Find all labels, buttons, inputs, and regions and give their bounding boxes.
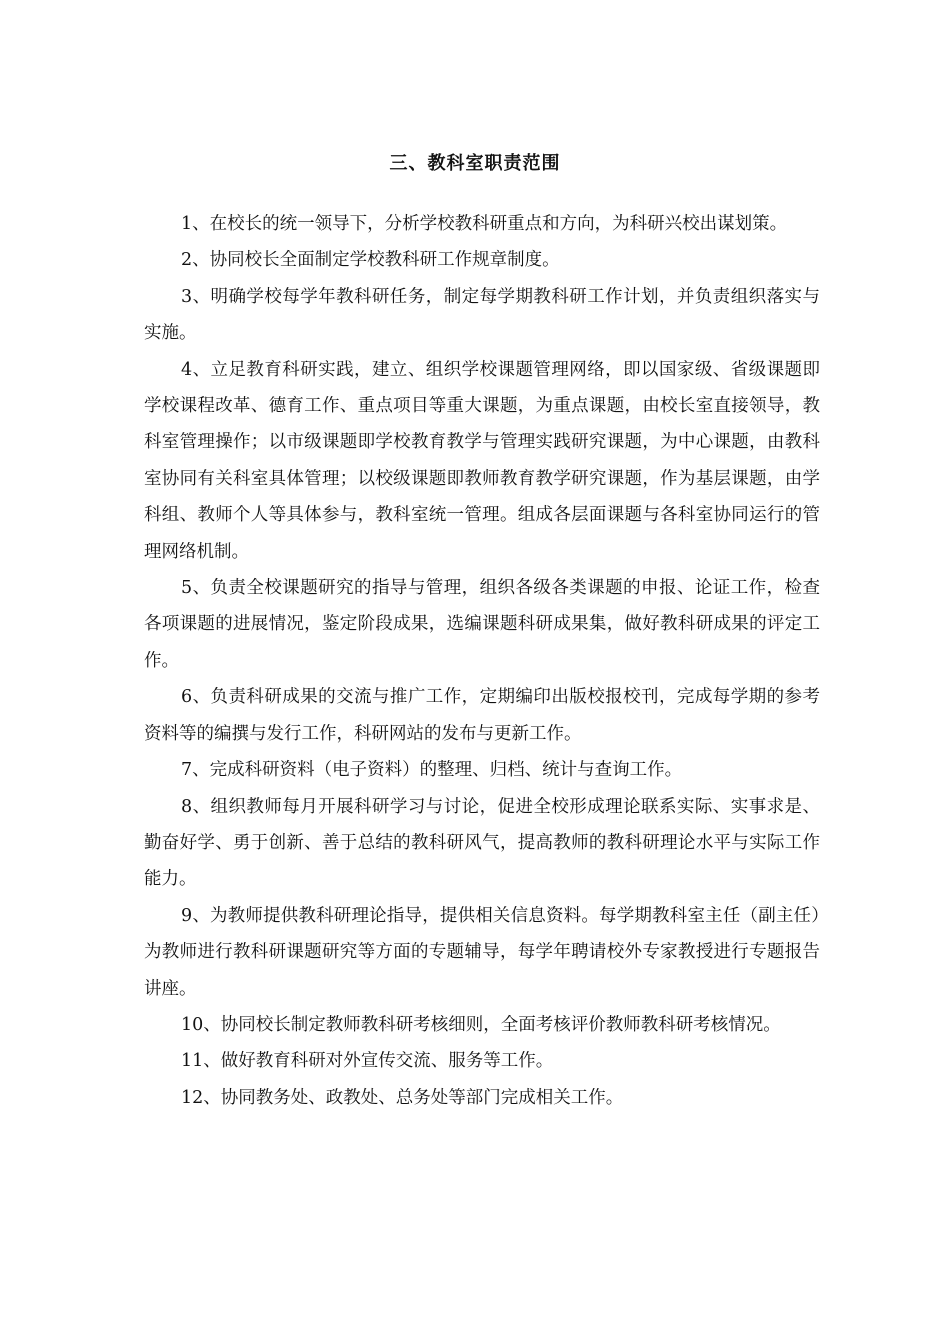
paragraph-1: 1、在校长的统一领导下，分析学校教科研重点和方向，为科研兴校出谋划策。 <box>181 214 788 234</box>
paragraph-10: 10、协同校长制定教师教科研考核细则，全面考核评价教师教科研考核情况。 <box>181 1014 781 1035</box>
paragraph-12: 12、协同教务处、政教处、总务处等部门完成相关工作。 <box>181 1087 624 1108</box>
document-title: 三、教科室职责范围 <box>389 153 561 174</box>
paragraph-5: 5、负责全校课题研究的指导与管理，组织各级各类课题的申报、论证工作，检查各项课题的进展情况，鉴定阶段成果，选编课题科研成果集，做好教科研成果的评定工作。 <box>144 578 820 671</box>
paragraph-4: 4、立足教育科研实践，建立、组织学校课题管理网络，即以国家级、省级课题即学校课程改革、德育工作、重点项目等重大课题，为重点课题，由校长室直接领导，教科室管理操作；以市级课题即学校教育教学与管理实践研究课题，为中心课题，由教科室协同有关科室具体管理；以校级课题即教师教育教学研究课题，作为基层课题，由学科组、教师个人等具体参与，教科室统一管理。组成各层面课题与各科室协同运行的管理网络机制。 <box>144 359 820 562</box>
paragraph-9: 9、为教师提供教科研理论指导，提供相关信息资料。每学期教科室主任（副主任）为教师进行教科研课题研究等方面的专题辅导，每学年聘请校外专家教授进行专题报告讲座。 <box>144 905 820 999</box>
paragraph-11: 11、做好教育科研对外宣传交流、服务等工作。 <box>181 1051 554 1072</box>
paragraph-3: 3、明确学校每学年教科研任务，制定每学期教科研工作计划，并负责组织落实与实施。 <box>144 286 820 344</box>
paragraph-8: 8、组织教师每月开展科研学习与讨论，促进全校形成理论联系实际、实事求是、勤奋好学、勇于创新、善于总结的教科研风气，提高教师的教科研理论水平与实际工作能力。 <box>144 796 820 890</box>
paragraph-2: 2、协同校长全面制定学校教科研工作规章制度。 <box>181 250 560 271</box>
paragraph-7: 7、完成科研资料（电子资料）的整理、归档、统计与查询工作。 <box>181 760 683 781</box>
paragraph-6: 6、负责科研成果的交流与推广工作，定期编印出版校报校刊，完成每学期的参考资料等的编撰与发行工作，科研网站的发布与更新工作。 <box>144 687 820 744</box>
document-body <box>144 206 820 1116</box>
